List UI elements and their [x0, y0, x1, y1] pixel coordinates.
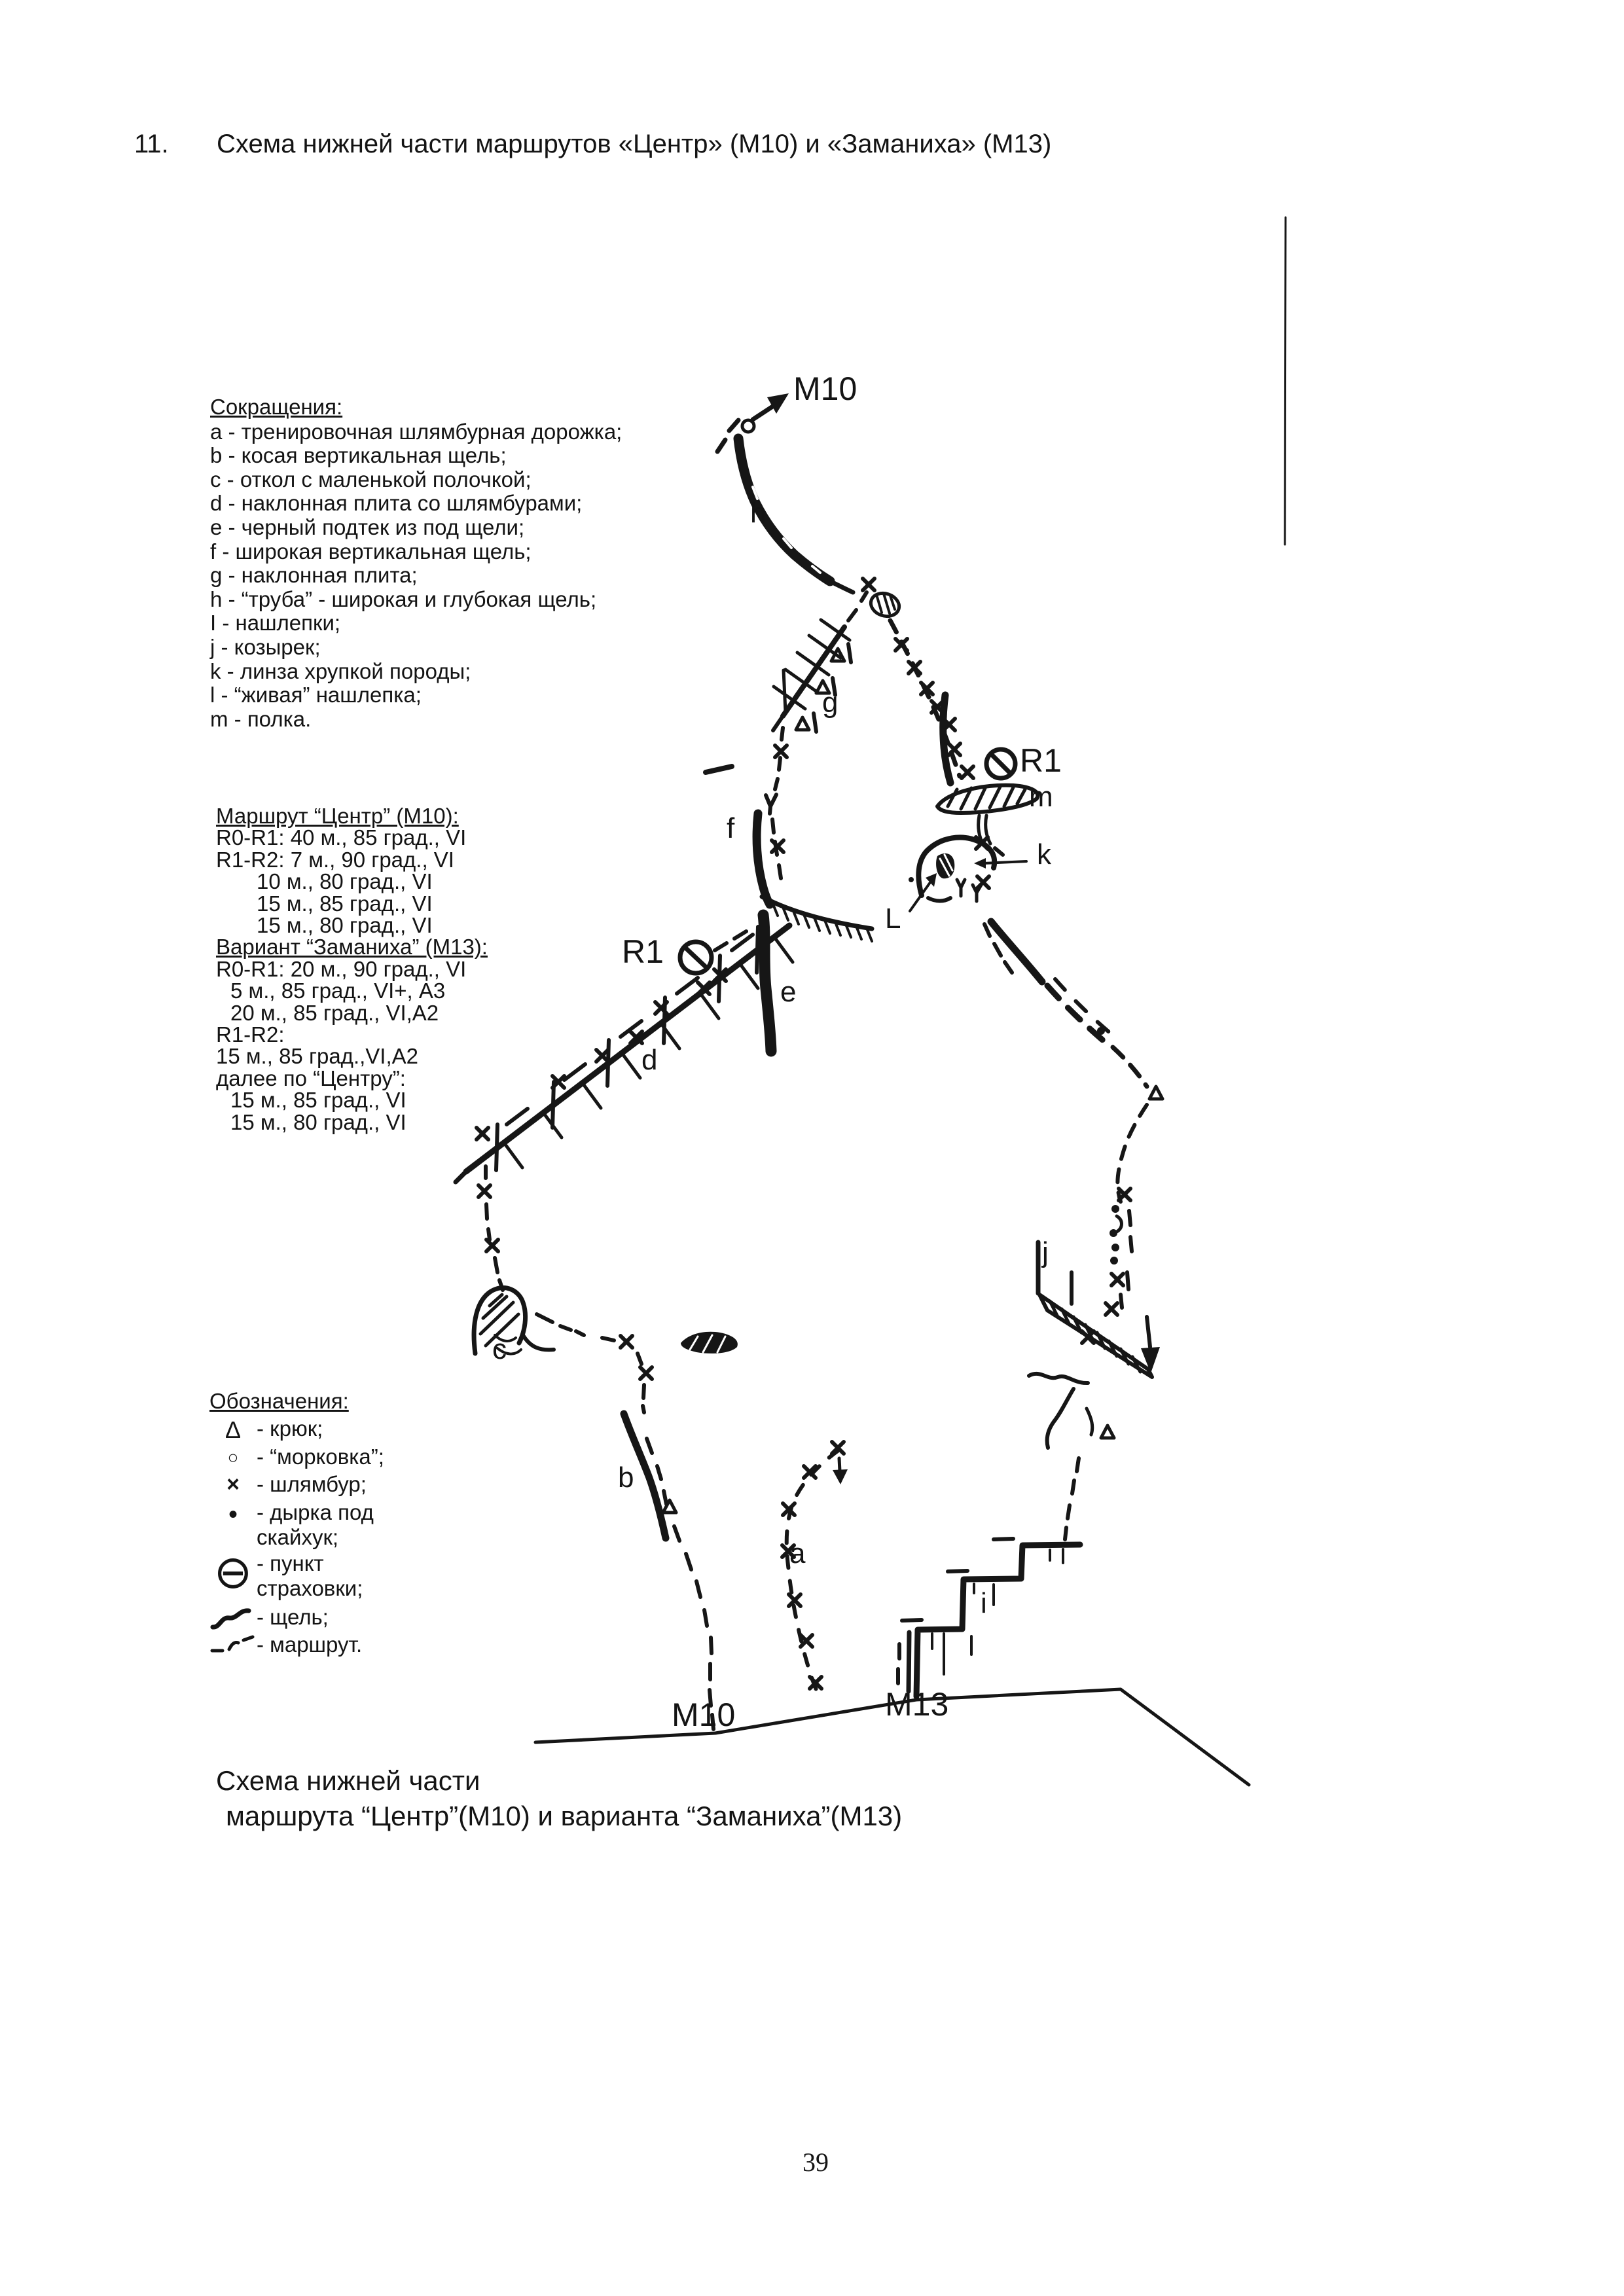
pitch-line: R1-R2: [216, 1022, 285, 1047]
label-h: h [750, 497, 767, 529]
designation-label: - шлямбур; [257, 1472, 367, 1496]
pitch-line: R0-R1: 40 м., 85 град., VI [216, 825, 467, 850]
pitch-line: 15 м., 80 град., VI [257, 913, 433, 938]
designation-label: - щель; [257, 1605, 329, 1629]
belay-station-icon: ⊖ [213, 1547, 253, 1598]
abbreviation-item: j - козырек; [210, 634, 321, 659]
label-r1-lower: R1 [622, 933, 664, 970]
pitch-line: 15 м., 80 град., VI [230, 1109, 406, 1134]
rock-nub [868, 590, 902, 620]
abbreviation-item: h - “труба” - широкая и глубокая щель; [210, 586, 597, 611]
overhang-and-streak-e [762, 897, 872, 1051]
stepped-corner-i [898, 1539, 1080, 1696]
skyhook-hole-icon: • [228, 1500, 238, 1529]
skyhook-hole-marks [1097, 1027, 1119, 1265]
pitch-line: 10 м., 80 град., VI [257, 869, 433, 894]
l-pointer-arrow [909, 873, 937, 911]
pitch-line: 15 м., 85 град., VI [257, 891, 433, 916]
abbreviation-item: k - линза хрупкой породы; [210, 658, 471, 683]
label-f: f [727, 812, 735, 844]
abbreviation-item: b - косая вертикальная щель; [210, 443, 507, 468]
abbreviations-heading: Сокращения: [210, 395, 343, 419]
pitch-line: R0-R1: 20 м., 90 град., VI [216, 956, 467, 981]
pitch-line: 5 м., 85 град., VI+, А3 [230, 978, 446, 1003]
section-number: 11. [134, 130, 169, 158]
abbreviation-item: g - наклонная плита; [210, 563, 418, 588]
bolt-line-a [787, 1450, 848, 1691]
designation-label: - маршрут. [257, 1632, 363, 1657]
right-route [984, 922, 1147, 1308]
designation-label: - дырка под скайхук; [257, 1500, 374, 1549]
route-variant-heading: Вариант “Заманиха” (М13): [216, 935, 488, 960]
carrot-bolt-icon: ○ [227, 1447, 239, 1467]
designation-label: - крюк; [257, 1416, 323, 1441]
label-j: j [1042, 1236, 1049, 1268]
scan-artifact-line [1285, 217, 1286, 545]
label-l: L [885, 903, 901, 935]
route-center-heading: Маршрут “Центр” (М10): [216, 804, 459, 828]
pitch-line: 15 м., 85 град., VI [230, 1088, 406, 1113]
belay-r1-upper-icon [986, 749, 1015, 778]
figure-caption [216, 1763, 902, 1834]
pitch-line: R1-R2: 7 м., 90 град., VI [216, 847, 454, 872]
label-m13-bottom: М13 [885, 1686, 949, 1723]
caption-line-2: маршрута “Центр”(М10) и варианта “Заманиха”(М13) [226, 1801, 903, 1831]
k-pointer-arrow [974, 858, 1026, 869]
cracks-below-roof [1029, 1374, 1092, 1539]
pitch-line: 20 м., 85 град., VI,А2 [230, 1000, 439, 1025]
label-b: b [618, 1462, 634, 1494]
piton-icon: Δ [225, 1416, 242, 1443]
abbreviation-item: f - широкая вертикальная щель; [210, 539, 532, 564]
bolt-icon: × [226, 1472, 240, 1497]
pitch-line: далее по “Центру”: [216, 1066, 406, 1090]
page-title: Схема нижней части маршрутов «Центр» (М10) и «Заманиха» (М13) [217, 130, 1052, 158]
abbreviation-item: e - черный подтек из под щели; [210, 514, 525, 539]
abbreviation-item: a - тренировочная шлямбурная дорожка; [210, 419, 623, 444]
abbreviation-item: c - откол с маленькой полочкой; [210, 467, 532, 492]
label-k: k [1037, 838, 1051, 870]
abbreviation-item: d - наклонная плита со шлямбурами; [210, 491, 583, 516]
flake-c [474, 1288, 738, 1354]
label-i: i [981, 1587, 987, 1619]
abbreviation-item: l - “живая” нашлепка; [210, 683, 422, 708]
abbreviation-item: m - полка. [210, 706, 312, 731]
page-number: 39 [803, 2147, 829, 2177]
slab-g [773, 592, 867, 740]
label-g: g [822, 687, 839, 719]
pitch-line: 15 м., 85 град.,VI,А2 [216, 1044, 418, 1069]
crack-f [706, 758, 781, 905]
label-r1-upper: R1 [1020, 742, 1062, 779]
caption-line-1: Схема нижней части [216, 1765, 480, 1796]
label-m10-bottom: М10 [672, 1696, 736, 1733]
label-e: e [780, 976, 797, 1008]
ledge-m [937, 785, 1038, 813]
abbreviation-item: I - нашлепки; [210, 611, 341, 636]
label-m10-top: М10 [793, 370, 857, 407]
label-m: m [1029, 781, 1053, 813]
summit-exit-arrow [717, 393, 789, 452]
label-a: a [789, 1537, 806, 1570]
designations-heading: Обозначения: [209, 1389, 349, 1413]
label-d: d [641, 1044, 658, 1076]
crack-b [624, 1414, 713, 1729]
label-c: c [492, 1333, 507, 1365]
roof-j [1038, 1242, 1160, 1377]
designation-label: - “морковка”; [257, 1444, 384, 1469]
designation-label: - пункт страховки; [257, 1551, 363, 1600]
